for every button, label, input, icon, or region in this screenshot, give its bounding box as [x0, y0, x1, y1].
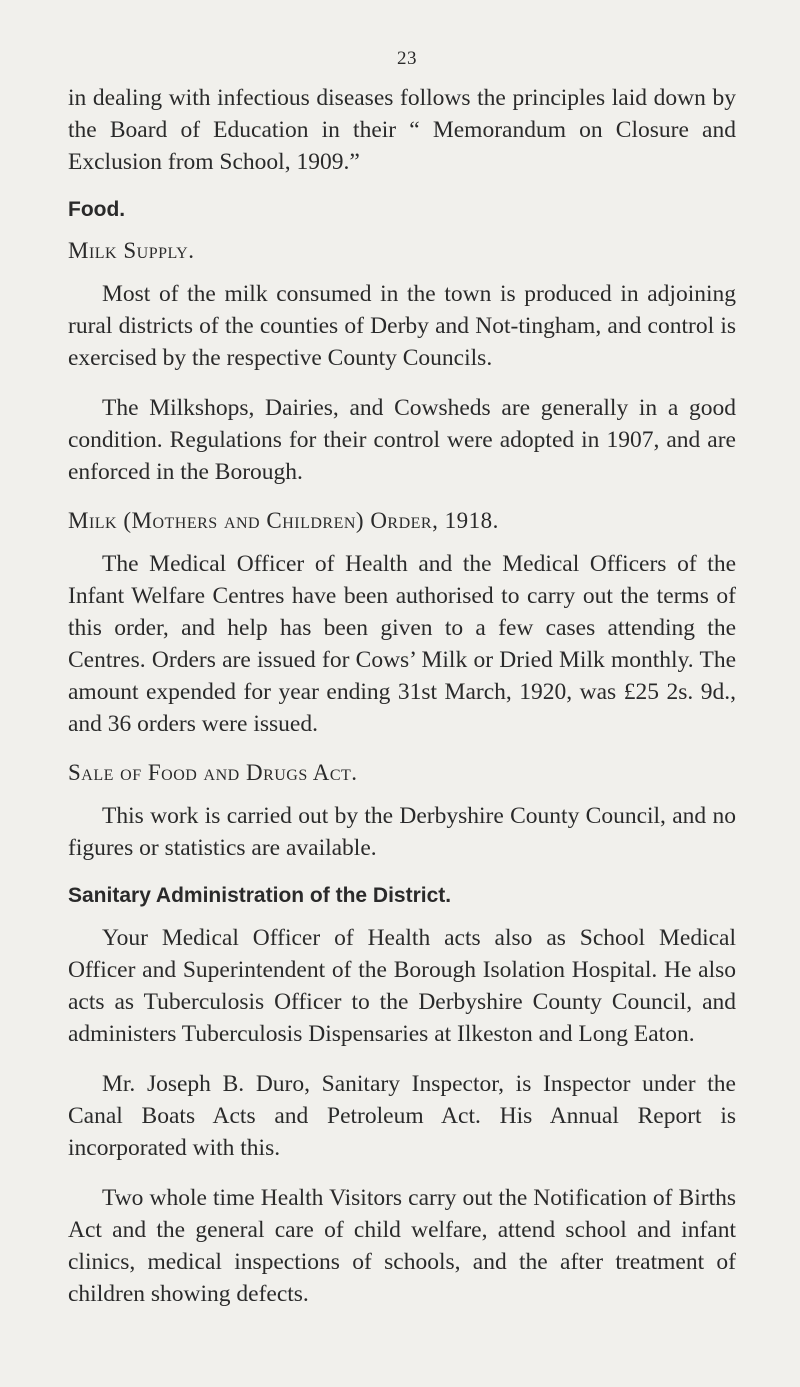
page-number: 23 [397, 48, 417, 69]
sale-act-paragraph-block [68, 800, 736, 864]
sale-act-paragraph: This work is carried out by the Derbyshire County Council, and no figures or statistics are available. [68, 803, 736, 861]
intro-block [68, 82, 736, 178]
sanitary-paragraph-3: Two whole time Health Visitors carry out the Notification of Births Act and the general care of child welfare, attend school and infant clinics, medical inspections of schools, and the after treatment of children showing defects. [68, 1185, 736, 1307]
document-page [68, 48, 736, 1328]
milk-order-paragraph-block [68, 548, 736, 740]
section-heading-food: Food. [68, 198, 126, 221]
subheading-milk-order: Milk (Mothers and Children) Order, 1918. [68, 508, 499, 533]
sanitary-paragraph-3-block [68, 1182, 736, 1310]
milk-order-paragraph: The Medical Officer of Health and the Medical Officers of the Infant Welfare Centres have been authorised to carry out the terms of this order, and help has been given to a few cases attending the Centres. Orders are issued for Cows’ Milk or Dried Milk monthly. The amount expended for year ending 31st March, 1920, was £25 2s. 9d., and 36 orders were issued. [68, 551, 736, 737]
sanitary-paragraph-1: Your Medical Officer of Health acts also as School Medical Officer and Superintendent of the Borough Isolation Hospital. He also acts as Tuberculosis Officer to the Derbyshire County Council, and administers Tuberculosis Dispensaries at Ilkeston and Long Eaton. [68, 925, 736, 1047]
subheading-milk-supply: Milk Supply. [68, 238, 195, 263]
milk-supply-paragraph-1: Most of the milk consumed in the town is produced in adjoining rural districts of the counties of Derby and Not-tingham, and control is exercised by the respective County Councils. [68, 281, 736, 371]
sanitary-paragraph-2-block [68, 1068, 736, 1164]
subheading-sale-act: Sale of Food and Drugs Act. [68, 760, 358, 785]
section-heading-sanitary: Sanitary Administration of the District. [68, 884, 452, 907]
milk-supply-paragraph-2: The Milkshops, Dairies, and Cowsheds are generally in a good condition. Regulations for their control were adopted in 1907, and are enforced in the Borough. [68, 395, 736, 485]
intro-paragraph: in dealing with infectious diseases follows the principles laid down by the Board of Education in their “ Memorandum on Closure and Exclusion from School, 1909.” [68, 85, 736, 175]
sanitary-paragraph-2: Mr. Joseph B. Duro, Sanitary Inspector, is Inspector under the Canal Boats Acts and Petroleum Act. His Annual Report is incorporated with this. [68, 1071, 736, 1161]
milk-supply-paragraph-1-block [68, 278, 736, 374]
sanitary-paragraph-1-block [68, 922, 736, 1050]
milk-supply-paragraph-2-block [68, 392, 736, 488]
